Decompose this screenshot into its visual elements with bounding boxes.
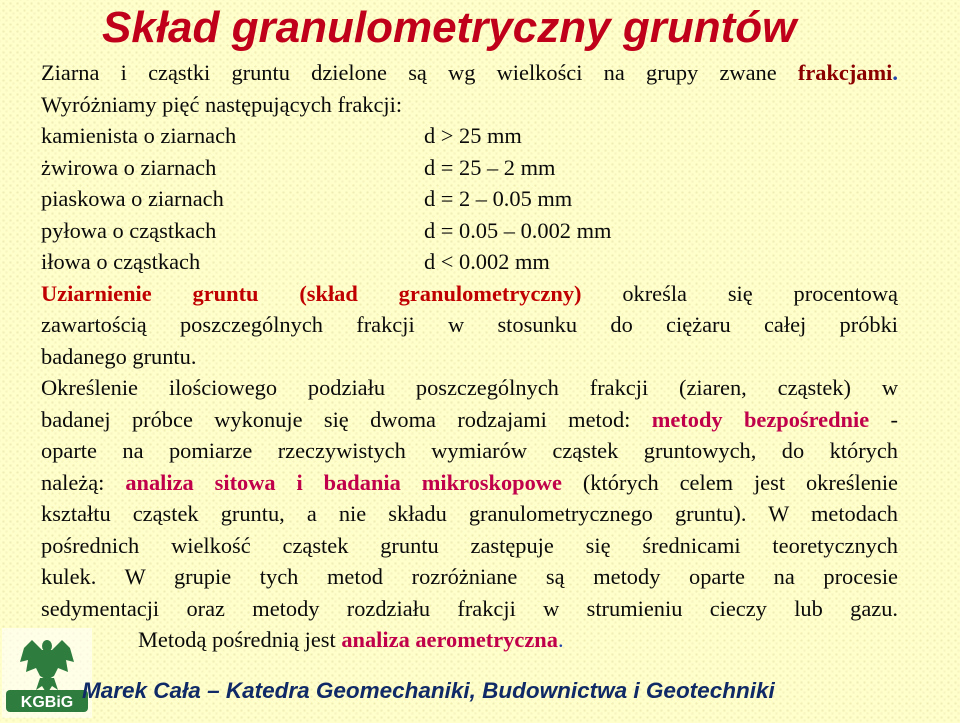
intro-line-2: Wyróżniamy pięć następujących frakcji: — [41, 91, 403, 117]
para1-line-2: zawartością poszczególnych frakcji w stosunku do ciężaru całej próbki — [41, 312, 898, 337]
para2-line-9 — [41, 624, 898, 656]
intro-line-1 — [41, 57, 898, 89]
fraction-row — [41, 152, 898, 184]
fraction-row — [41, 120, 898, 152]
footer-author: Marek Cała – Katedra Geomechaniki, Budownictwa i Geotechniki — [82, 678, 775, 703]
fraction-row — [41, 215, 898, 247]
kgbig-logo — [2, 628, 92, 718]
eagle-emblem-icon — [2, 628, 92, 718]
intro-period: . — [892, 60, 898, 85]
term-frakcje: frakcjami — [797, 60, 893, 85]
para2-text: badanej próbce wykonuje się dwoma rodzajami metod: — [41, 406, 631, 432]
para2-line-1: Określenie ilościowego podziału poszczególnych frakcji (ziaren, cząstek) w — [41, 375, 898, 400]
slide-body — [41, 57, 898, 656]
para2-text: należą: — [41, 469, 105, 495]
para2-line-7: kulek. W grupie tych metod rozróżniane są metody oparte na procesie — [41, 564, 898, 589]
para2-period: . — [557, 627, 564, 652]
intro-text: Ziarna i cząstki gruntu dzielone są wg wielkości na grupy zwane — [41, 60, 777, 85]
fraction-name: żwirowa o ziarnach — [41, 154, 217, 180]
fraction-size: d = 25 – 2 mm — [424, 154, 556, 180]
para2-line-5: kształtu cząstek gruntu, a nie składu granulometrycznego gruntu). W metodach — [41, 501, 898, 526]
fraction-size: d > 25 mm — [424, 123, 522, 148]
slide-title: Skład granulometryczny gruntów — [102, 3, 797, 52]
logo-text: KGBiG — [20, 694, 74, 711]
para2-line-6: pośrednich wielkość cząstek gruntu zastępuje się średnicami teoretycznych — [41, 532, 898, 558]
term-uziarnienie: Uziarnienie gruntu (skład granulometryczny) — [41, 280, 582, 306]
fraction-row — [41, 183, 898, 215]
para1-text: określa się procentową — [622, 280, 898, 306]
fraction-size: d = 2 – 0.05 mm — [424, 186, 573, 211]
fraction-name: iłowa o cząstkach — [41, 249, 201, 274]
fraction-size: d < 0.002 mm — [424, 249, 550, 274]
para2-line-2 — [41, 404, 898, 436]
fraction-name: piaskowa o ziarnach — [41, 186, 224, 211]
para2-line-3: oparte na pomiarze rzeczywistych wymiarów cząstek gruntowych, do których — [41, 438, 898, 463]
term-analiza-aerometryczna: analiza aerometryczna — [341, 627, 558, 652]
fraction-name: kamienista o ziarnach — [41, 123, 237, 148]
term-analiza-sitowa: analiza sitowa i badania mikroskopowe — [125, 469, 562, 495]
term-metody-bezposrednie: metody bezpośrednie — [651, 406, 870, 432]
para2-dash: - — [890, 406, 898, 432]
para1-line-3: badanego gruntu. — [41, 343, 197, 369]
fraction-row — [41, 246, 898, 278]
para2-line-4 — [41, 467, 898, 499]
fraction-name: pyłowa o cząstkach — [41, 217, 217, 243]
para1-line-1 — [41, 278, 898, 310]
para2-text: Metodą pośrednią jest — [138, 627, 336, 652]
para2-text: (których celem jest określenie — [582, 469, 898, 495]
fraction-size: d = 0.05 – 0.002 mm — [424, 217, 612, 243]
para2-line-8: sedymentacji oraz metody rozdziału frakcji w strumieniu cieczy lub gazu. — [41, 595, 898, 621]
